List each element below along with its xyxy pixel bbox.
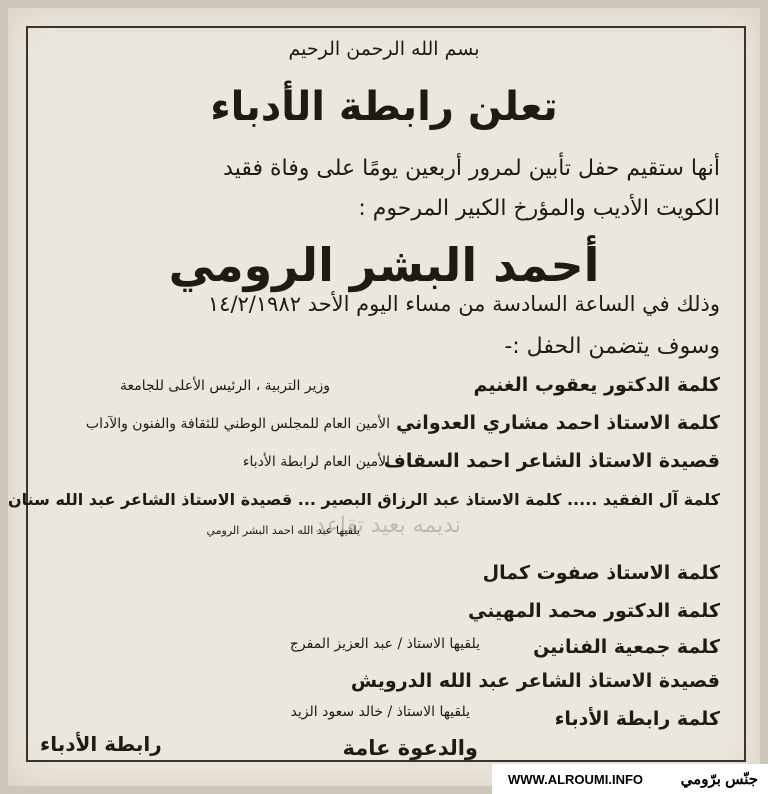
program-note-2: الأمين العام للمجلس الوطني للثقافة والفنون والآداب (85, 416, 390, 432)
intro-line-2: الكويت الأديب والمؤرخ الكبير المرحوم : (358, 196, 720, 221)
intro-line-1: أنها ستقيم حفل تأبين لمرور أربعين يومًا على وفاة فقيد (223, 156, 720, 181)
program-item-4: كلمة آل الفقيد ..... كلمة الاستاذ عبد الرزاق البصير ... قصيدة الاستاذ الشاعر عبد الله سنان (7, 490, 720, 509)
program-note-7: يلقيها الاستاذ / عبد العزيز المفرج (289, 636, 480, 652)
program-item-9: كلمة رابطة الأدباء (554, 708, 720, 730)
program-item-2: كلمة الاستاذ احمد مشاري العدواني (395, 412, 720, 434)
program-note-9: يلقيها الاستاذ / خالد سعود الزيد (290, 704, 470, 720)
watermark-banner (492, 764, 768, 794)
program-item-1: كلمة الدكتور يعقوب الغنيم (473, 374, 720, 396)
program-note-1: وزير التربية ، الرئيس الأعلى للجامعة (120, 378, 330, 394)
program-item-6: كلمة الدكتور محمد المهيني (467, 600, 720, 622)
closing-line: والدعوة عامة (342, 736, 478, 760)
faded-stamp: نديمه بعيد تقاعد (315, 513, 461, 538)
program-intro: وسوف يتضمن الحفل :- (504, 334, 720, 359)
program-note-4: يلقيها عبد الله احمد البشر الرومي (206, 524, 360, 537)
program-item-7: كلمة جمعية الفنانين (533, 636, 720, 658)
basmala: بسم الله الرحمن الرحيم (288, 38, 480, 60)
signature: رابطة الأدباء (40, 732, 162, 756)
honoree-name: أحمد البشر الرومي (168, 238, 600, 292)
program-item-8: قصيدة الاستاذ الشاعر عبد الله الدرويش (350, 670, 720, 692)
announcer-title: تعلن رابطة الأدباء (210, 84, 558, 130)
watermark-site: WWW.ALROUMI.INFO (508, 771, 644, 787)
event-timing: وذلك في الساعة السادسة من مساء اليوم الأحد ١٤/٢/١٩٨٢ (207, 292, 720, 316)
newspaper-clipping (8, 8, 760, 786)
program-note-3: الأمين العام لرابطة الأدباء (242, 454, 390, 470)
program-item-5: كلمة الاستاذ صفوت كمال (482, 562, 720, 584)
program-item-3: قصيدة الاستاذ الشاعر احمد السقاف (383, 450, 720, 472)
watermark-name: جنّس برّومي (680, 771, 758, 788)
